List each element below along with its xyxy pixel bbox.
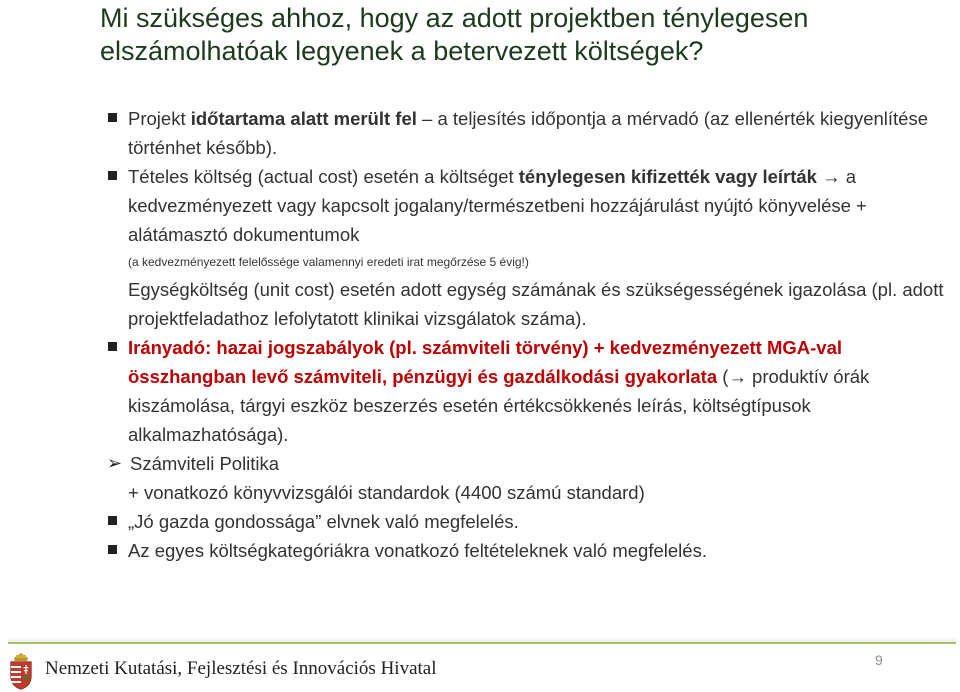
bullet-3-text-red: Irányadó: hazai jogszabályok (pl. számviteli törvény) + kedvezményezett MGA-val összhangban levő számviteli, pénzügyi és gazdálkodási gyakorlata	[128, 337, 843, 387]
bullet-item-4	[106, 507, 946, 536]
bullet-2-text-bold: ténylegesen kifizették vagy leírták	[518, 166, 817, 187]
standards-text: + vonatkozó könyvvizsgálói standardok (4400 számú standard)	[128, 482, 645, 503]
page-number: 9	[875, 652, 883, 668]
arrow-bullet-icon: ➢	[107, 453, 123, 473]
title-line-2: elszámolhatóak legyenek a betervezett költségek?	[100, 36, 704, 66]
footer-organization: Nemzeti Kutatási, Fejlesztési és Innovációs Hivatal	[45, 658, 437, 679]
bullet-2-note: (a kedvezményezett felelőssége valamennyi eredeti irat megőrzése 5 évig!)	[128, 255, 529, 269]
square-bullet-icon	[108, 342, 117, 351]
square-bullet-icon	[108, 171, 117, 180]
bullet-1-text-a: Projekt	[128, 108, 191, 129]
bullet-item-5	[106, 536, 946, 565]
bullet-2-unit-cost: Egységköltség (unit cost) esetén adott egység számának és szükségességének igazolása (pl. adott projektfeladathoz lefolytatott klinikai vizsgálatok száma).	[128, 279, 944, 329]
square-bullet-icon	[108, 113, 117, 122]
footer-rule	[8, 642, 956, 644]
bullet-1-text-bold: időtartama alatt merült fel	[190, 108, 417, 129]
bullet-2-text-c: → a kedvezményezett vagy kapcsolt jogalany/természetbeni hozzájárulást nyújtó könyvelése + alátámasztó dokumentumok	[128, 166, 867, 245]
bullet-2-text-a: Tételes költség (actual cost) esetén a költséget	[128, 166, 519, 187]
bullet-item-1	[106, 104, 946, 162]
bullet-1-text-c: – a teljesítés időpontja a mérvadó (az ellenérték kiegyenlítése történhet később).	[128, 108, 928, 158]
slide-body	[106, 104, 946, 565]
bullet-3-text-rest: (→ produktív órák kiszámolása, tárgyi eszköz beszerzés esetén értékcsökkenés leírás, költségtípusok alkalmazhatósága).	[128, 366, 870, 445]
sub-item-policy-text: Számviteli Politika	[130, 453, 280, 474]
square-bullet-icon	[108, 545, 117, 554]
bullet-4-text: „Jó gazda gondossága” elvnek való megfelelés.	[128, 511, 519, 532]
square-bullet-icon	[108, 516, 117, 525]
bullet-item-3	[106, 333, 946, 449]
title-line-1: Mi szükséges ahhoz, hogy az adott projektben ténylegesen	[100, 3, 809, 33]
sub-item-policy	[106, 449, 946, 478]
bullet-item-2	[106, 162, 946, 333]
bullet-5-text: Az egyes költségkategóriákra vonatkozó feltételeknek való megfelelés.	[128, 540, 707, 561]
standards-line	[106, 478, 946, 507]
slide-title	[100, 2, 940, 68]
coat-of-arms-icon	[8, 652, 34, 690]
